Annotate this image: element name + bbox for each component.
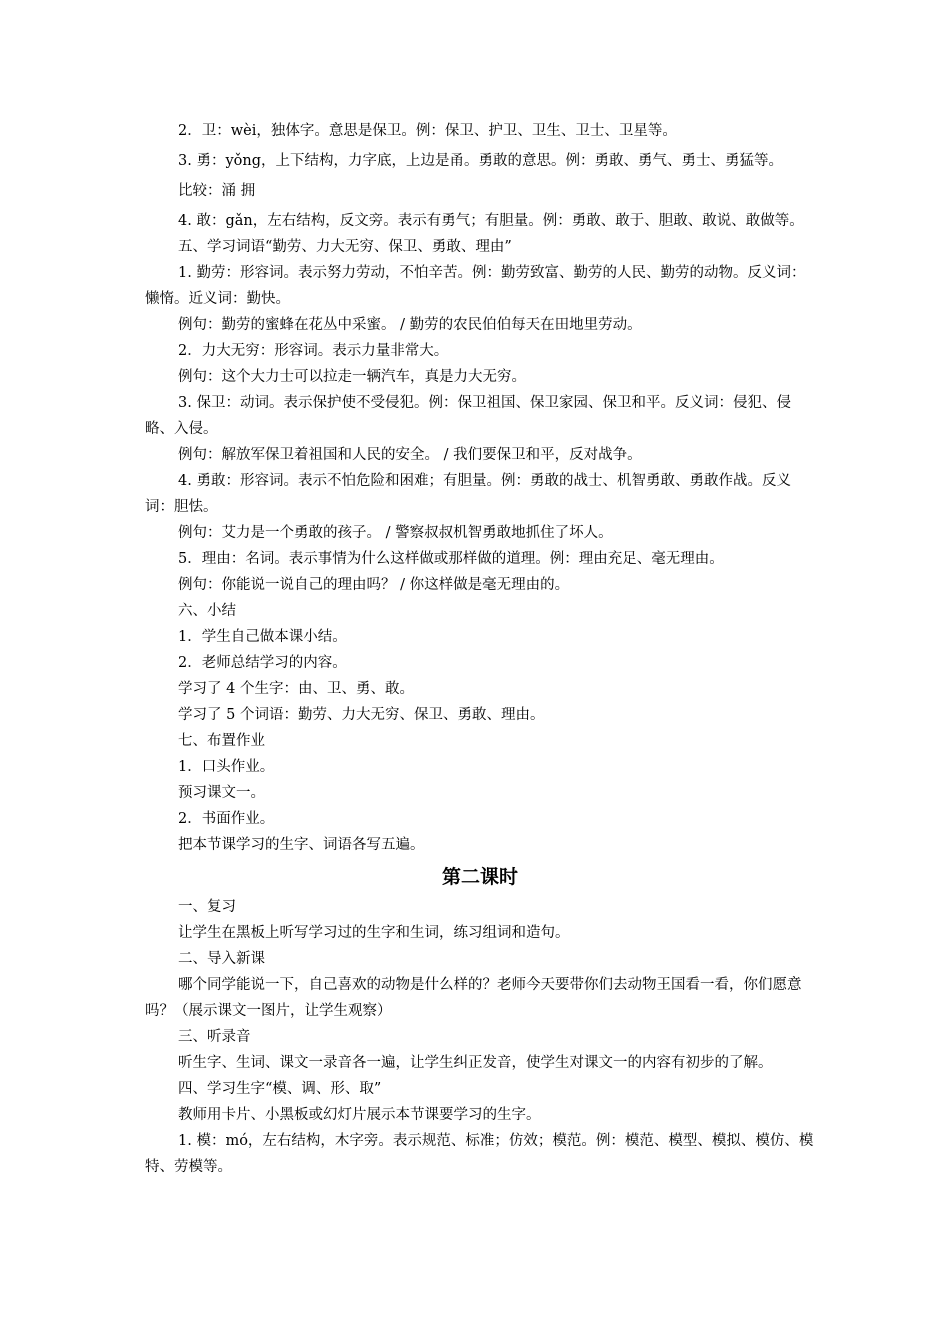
paragraph: 3. 勇：yǒng，上下结构，力字底，上边是甬。勇敢的意思。例：勇敢、勇气、勇士、勇猛等。 [178,153,783,169]
paragraph: 1．口头作业。 [178,759,275,775]
paragraph: 2．力大无穷：形容词。表示力量非常大。 [178,343,449,359]
paragraph: 4. 勇敢：形容词。表示不怕危险和困难；有胆量。例：勇敢的战士、机智勇敢、勇敢作战。反义词：胆怯。 [145,473,791,515]
paragraph: 2．书面作业。 [178,811,275,827]
section-heading: 六、小结 [178,603,236,619]
document-page [145,118,815,1180]
paragraph: 让学生在黑板上听写学习过的生字和生词，练习组词和造句。 [178,925,570,941]
paragraph: 预习课文一。 [178,785,265,801]
section-heading: 一、复习 [178,899,236,915]
paragraph: 2．老师总结学习的内容。 [178,655,347,671]
paragraph: 1．学生自己做本课小结。 [178,629,347,645]
paragraph: 听生字、生词、课文一录音各一遍，让学生纠正发音，使学生对课文一的内容有初步的了解。 [178,1055,773,1071]
paragraph: 学习了 4 个生字：由、卫、勇、敢。 [178,681,414,697]
paragraph: 1. 模：mó，左右结构，木字旁。表示规范、标准；仿效；模范。例：模范、模型、模拟、模仿、模特、劳模等。 [145,1133,814,1175]
lesson-title: 第二课时 [441,866,518,888]
paragraph: 3. 保卫：动词。表示保护使不受侵犯。例：保卫祖国、保卫家园、保卫和平。反义词：侵犯、侵略、入侵。 [145,395,791,437]
section-heading: 四、学习生字“模、调、形、取” [178,1081,382,1097]
paragraph: 学习了 5 个词语：勤劳、力大无穷、保卫、勇敢、理由。 [178,707,545,723]
paragraph: 教师用卡片、小黑板或幻灯片展示本节课要学习的生字。 [178,1107,541,1123]
section-heading: 五、学习词语“勤劳、力大无穷、保卫、勇敢、理由” [178,239,512,255]
paragraph: 例句：你能说一说自己的理由吗？ / 你这样做是毫无理由的。 [178,577,570,593]
paragraph: 例句：勤劳的蜜蜂在花丛中采蜜。 / 勤劳的农民伯伯每天在田地里劳动。 [178,317,642,333]
section-heading: 二、导入新课 [178,951,265,967]
paragraph: 把本节课学习的生字、词语各写五遍。 [178,837,425,853]
paragraph: 比较：涌 拥 [178,183,256,199]
paragraph: 2．卫：wèi，独体字。意思是保卫。例：保卫、护卫、卫生、卫士、卫星等。 [178,123,677,139]
paragraph: 5．理由：名词。表示事情为什么这样做或那样做的道理。例：理由充足、毫无理由。 [178,551,724,567]
paragraph: 1. 勤劳：形容词。表示努力劳动，不怕辛苦。例：勤劳致富、勤劳的人民、勤劳的动物。反义词：懒惰。近义词：勤快。 [145,265,806,307]
paragraph: 例句：解放军保卫着祖国和人民的安全。 / 我们要保卫和平，反对战争。 [178,447,642,463]
paragraph: 哪个同学能说一下，自己喜欢的动物是什么样的？老师今天要带你们去动物王国看一看，你们愿意吗？（展示课文一图片，让学生观察） [145,977,802,1019]
paragraph: 例句：这个大力士可以拉走一辆汽车，真是力大无穷。 [178,369,526,385]
section-heading: 七、布置作业 [178,733,265,749]
paragraph: 4. 敢：gǎn，左右结构，反文旁。表示有勇气；有胆量。例：勇敢、敢于、胆敢、敢说、敢做等。 [178,213,804,229]
paragraph: 例句：艾力是一个勇敢的孩子。 / 警察叔叔机智勇敢地抓住了坏人。 [178,525,613,541]
section-heading: 三、听录音 [178,1029,251,1045]
